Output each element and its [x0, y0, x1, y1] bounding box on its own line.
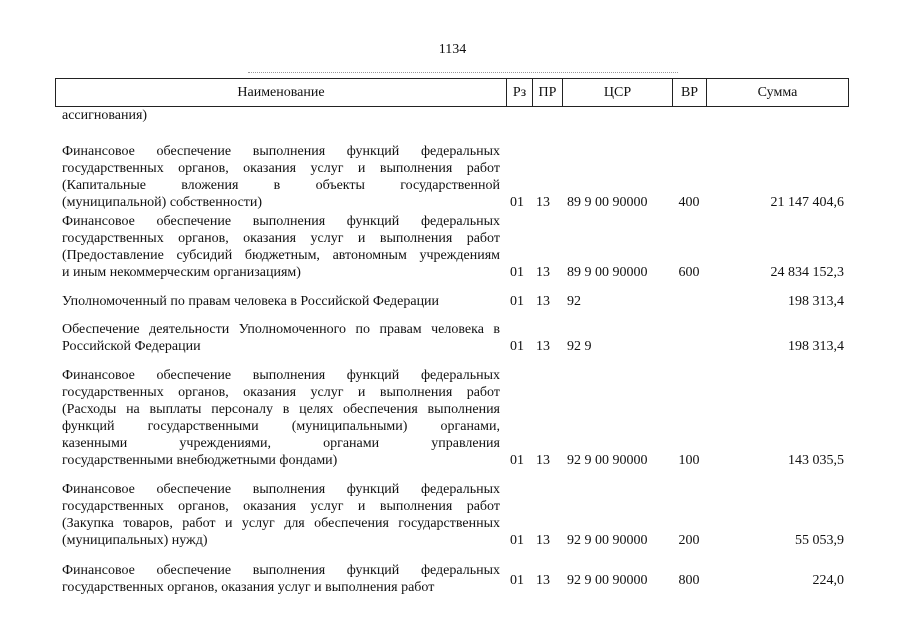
cell-pr: 13: [536, 339, 550, 354]
header-rz: Рз: [506, 79, 532, 106]
row-name-line: Финансовое обеспечение выполнения функций федеральных: [62, 144, 500, 159]
cell-csr: 92 9 00 90000: [567, 533, 648, 548]
row-name-line: государственных органов, оказания услуг и выполнения работ: [62, 161, 500, 176]
cell-sum: 224,0: [812, 573, 844, 588]
cell-sum: 198 313,4: [788, 339, 844, 354]
cell-csr: 92 9: [567, 339, 592, 354]
row-name: [62, 367, 500, 469]
cell-rz: 01: [510, 453, 524, 468]
cell-vr: 400: [678, 195, 700, 210]
row-name-line: Обеспечение деятельности Уполномоченного по правам человека в: [62, 322, 500, 337]
cell-rz: 01: [510, 265, 524, 280]
cell-pr: 13: [536, 533, 550, 548]
row-name-line: (Капитальные вложения в объекты государственной: [62, 178, 500, 193]
row-name-line: функций государственными (муниципальными) органами,: [62, 419, 500, 434]
row-name-line: государственных органов, оказания услуг и выполнения работ: [62, 580, 435, 595]
cell-vr: 800: [678, 573, 700, 588]
row-name: [62, 213, 500, 281]
cell-pr: 13: [536, 294, 550, 309]
cell-vr: 100: [678, 453, 700, 468]
row-name-line: (Закупка товаров, работ и услуг для обеспечения государственных: [62, 516, 500, 531]
cell-csr: 89 9 00 90000: [567, 265, 648, 280]
cell-sum: 21 147 404,6: [770, 195, 844, 210]
cell-csr: 92: [567, 294, 581, 309]
cell-csr: 92 9 00 90000: [567, 453, 648, 468]
header-csr: ЦСР: [562, 79, 672, 106]
row-name-line: государственными внебюджетными фондами): [62, 453, 338, 468]
row-name-line: Российской Федерации: [62, 339, 201, 354]
cell-pr: 13: [536, 265, 550, 280]
cell-pr: 13: [536, 573, 550, 588]
cell-rz: 01: [510, 294, 524, 309]
row-name: [62, 321, 500, 355]
row-name-line: Финансовое обеспечение выполнения функций федеральных: [62, 368, 500, 383]
cell-rz: 01: [510, 339, 524, 354]
row-name-line: Финансовое обеспечение выполнения функций федеральных: [62, 563, 500, 578]
top-rule: [248, 72, 678, 73]
cell-csr: 92 9 00 90000: [567, 573, 648, 588]
cell-vr: 200: [678, 533, 700, 548]
header-vr: ВР: [672, 79, 706, 106]
cell-rz: 01: [510, 573, 524, 588]
cell-csr: 89 9 00 90000: [567, 195, 648, 210]
row-name-line: государственных органов, оказания услуг и выполнения работ: [62, 231, 500, 246]
row-name-line: (Предоставление субсидий бюджетным, автономным учреждениям: [62, 248, 500, 263]
table-header: [55, 78, 849, 107]
row-name-line: (муниципальных) нужд): [62, 533, 208, 548]
row-name: [62, 562, 500, 596]
cell-sum: 198 313,4: [788, 294, 844, 309]
cell-sum: 143 035,5: [788, 453, 844, 468]
continuation-text: ассигнования): [62, 108, 148, 123]
row-name-line: государственных органов, оказания услуг и выполнения работ: [62, 385, 500, 400]
page-number: 1134: [438, 42, 467, 57]
row-name-line: (муниципальной) собственности): [62, 195, 263, 210]
row-name: [62, 143, 500, 211]
cell-rz: 01: [510, 533, 524, 548]
header-pr: ПР: [532, 79, 562, 106]
header-name: Наименование: [237, 85, 325, 100]
cell-rz: 01: [510, 195, 524, 210]
cell-pr: 13: [536, 453, 550, 468]
row-name: [62, 293, 500, 310]
header-sum: Сумма: [706, 79, 848, 106]
row-name-line: и иным некоммерческим организациям): [62, 265, 301, 280]
row-name-line: Финансовое обеспечение выполнения функций федеральных: [62, 214, 500, 229]
cell-sum: 55 053,9: [795, 533, 844, 548]
row-name-line: Уполномоченный по правам человека в Российской Федерации: [62, 294, 440, 309]
cell-pr: 13: [536, 195, 550, 210]
row-name-line: (Расходы на выплаты персоналу в целях обеспечения выполнения: [62, 402, 500, 417]
cell-vr: 600: [678, 265, 700, 280]
row-name-line: государственных органов, оказания услуг и выполнения работ: [62, 499, 500, 514]
row-name: [62, 481, 500, 549]
cell-sum: 24 834 152,3: [770, 265, 844, 280]
row-name-line: казенными учреждениями, органами управления: [62, 436, 500, 451]
row-name-line: Финансовое обеспечение выполнения функций федеральных: [62, 482, 500, 497]
